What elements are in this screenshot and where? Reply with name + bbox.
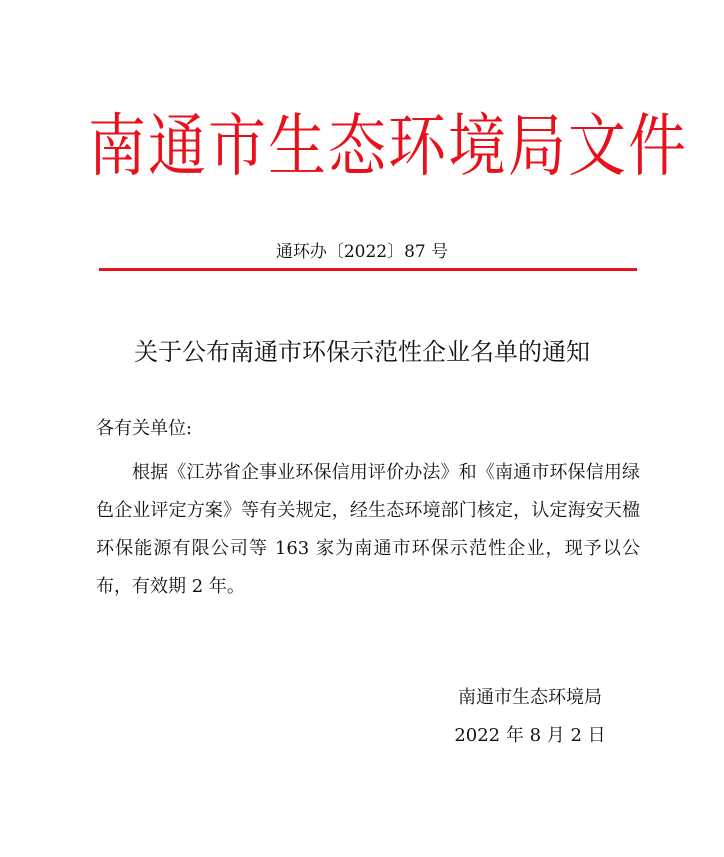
document-header-title: 南通市生态环境局文件 — [88, 105, 689, 187]
notice-body-paragraph: 根据《江苏省企事业环保信用评价办法》和《南通市环保信用绿色企业评定方案》等有关规定，经生态环境部门核定，认定海安天楹环保能源有限公司等 163 家为南通市环保示范性企业，现予以公布，有效期 2 年。 — [96, 462, 640, 597]
issuer-name: 南通市生态环境局 — [458, 687, 602, 708]
document-number: 通环办〔2022〕87 号 — [275, 242, 449, 262]
issue-date: 2022 年 8 月 2 日 — [454, 725, 606, 746]
header-divider-line — [99, 268, 637, 271]
notice-title: 关于公布南通市环保示范性企业名单的通知 — [134, 338, 590, 366]
salutation: 各有关单位: — [96, 418, 193, 439]
signature-block — [440, 679, 620, 755]
